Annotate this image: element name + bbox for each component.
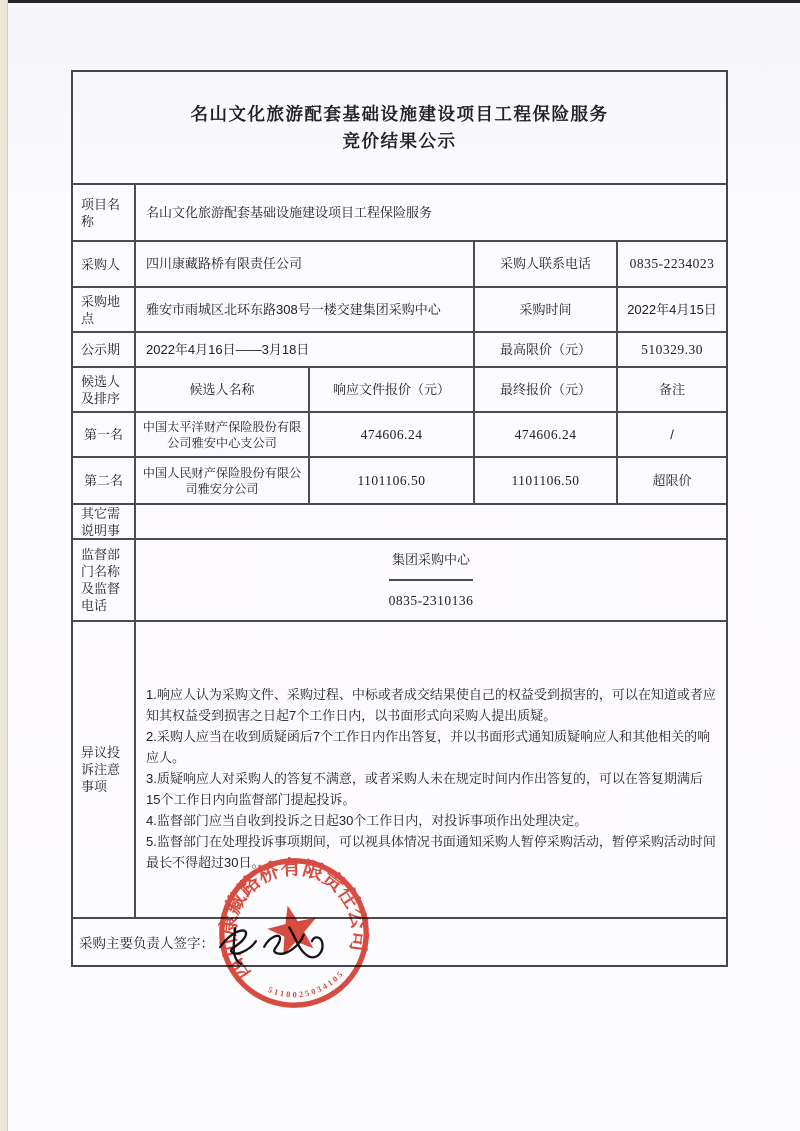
purchaser-value: 四川康藏路桥有限责任公司 — [134, 242, 473, 286]
row-purchaser — [73, 240, 726, 286]
signature-stroke-1 — [219, 930, 256, 955]
purchaser-phone-label: 采购人联系电话 — [473, 242, 616, 286]
candidate1-note: / — [616, 413, 726, 456]
row-publicity — [73, 331, 726, 366]
row-signature — [73, 917, 726, 965]
announcement-table — [71, 70, 728, 967]
purchaser-phone-value: 0835-2234023 — [616, 242, 726, 286]
max-price-label: 最高限价（元） — [473, 333, 616, 366]
project-name-value: 名山文化旅游配套基础设施建设项目工程保险服务 — [134, 185, 726, 240]
candidates-bid-header: 响应文件报价（元） — [308, 368, 473, 411]
handwritten-signature — [204, 906, 353, 980]
row-project-name — [73, 183, 726, 240]
row-location — [73, 286, 726, 331]
purchase-time-label: 采购时间 — [473, 288, 616, 331]
candidate-row-2 — [73, 456, 726, 503]
candidate2-rank: 第二名 — [83, 473, 123, 488]
seal-company-text: 四川康藏路桥有限责任公司 — [216, 855, 372, 984]
candidate2-note: 超限价 — [616, 458, 726, 503]
signature-label: 采购主要负责人签字： — [79, 936, 214, 951]
objection-item-1: 1.响应人认为采购文件、采购过程、中标或者成交结果使自己的权益受到损害的，可以在知道或者应知其权益受到损害之日起7个工作日内，以书面形式向采购人提出质疑。 — [146, 687, 716, 723]
row-supervision — [73, 538, 726, 620]
supervision-phone: 0835-2310136 — [389, 579, 474, 620]
candidates-rank-header: 候选人及排序 — [81, 373, 121, 406]
row-other-notes — [73, 503, 726, 538]
candidate1-final: 474606.24 — [473, 413, 616, 456]
candidates-name-header: 候选人名称 — [134, 368, 308, 411]
scan-edge-top — [0, 0, 800, 3]
purchaser-label: 采购人 — [81, 256, 121, 272]
row-objection — [73, 620, 726, 917]
objection-item-5: 5.监督部门在处理投诉事项期间，可以视具体情况书面通知采购人暂停采购活动，暂停采购活动时间最长不得超过30日。 — [146, 834, 716, 870]
scan-edge-left — [0, 0, 8, 1131]
objection-label: 异议投诉注意事项 — [81, 745, 121, 794]
candidates-note-header: 备注 — [616, 368, 726, 411]
objection-item-2: 2.采购人应当在收到质疑函后7个工作日内作出答复，并以书面形式通知质疑响应人和其他相关的响应人。 — [146, 729, 711, 765]
supervision-department: 集团采购中心 — [391, 551, 470, 567]
other-notes-label: 其它需说明事 — [81, 505, 121, 538]
title-line-2: 竞价结果公示 — [342, 130, 457, 151]
candidate2-name: 中国人民财产保险股份有限公司雅安分公司 — [134, 458, 308, 503]
candidate1-rank: 第一名 — [83, 427, 123, 442]
publicity-label: 公示期 — [81, 342, 121, 357]
max-price-value: 510329.30 — [616, 333, 726, 366]
candidates-final-header: 最终报价（元） — [473, 368, 616, 411]
candidates-header-row — [73, 366, 726, 411]
objection-item-3: 3.质疑响应人对采购人的答复不满意，或者采购人未在规定时间内作出答复的，可以在答复期满后15个工作日内向监督部门提起投诉。 — [146, 771, 703, 807]
supervision-label: 监督部门名称及监督电话 — [81, 547, 121, 613]
location-label: 采购地点 — [81, 293, 121, 326]
title-row — [73, 72, 726, 183]
project-name-label: 项目名称 — [81, 196, 121, 229]
candidate-row-1 — [73, 411, 726, 456]
candidate2-bid: 1101106.50 — [308, 458, 473, 503]
document-title — [73, 72, 726, 183]
objection-item-4: 4.监督部门应当自收到投诉之日起30个工作日内，对投诉事项作出处理决定。 — [146, 813, 588, 828]
candidate1-bid: 474606.24 — [308, 413, 473, 456]
publicity-value: 2022年4月16日——3月18日 — [134, 333, 473, 366]
candidate1-name: 中国太平洋财产保险股份有限公司雅安中心支公司 — [134, 413, 308, 456]
purchase-time-value: 2022年4月15日 — [616, 288, 726, 331]
seal-number-text: 5118025034105 — [266, 969, 346, 1000]
signature-stroke-4 — [289, 926, 323, 959]
location-value: 雅安市雨城区北环东路308号一楼交建集团采购中心 — [134, 288, 473, 331]
candidate2-final: 1101106.50 — [473, 458, 616, 503]
other-notes-value — [134, 505, 726, 538]
title-line-1: 名山文化旅游配套基础设施建设项目工程保险服务 — [190, 103, 609, 124]
